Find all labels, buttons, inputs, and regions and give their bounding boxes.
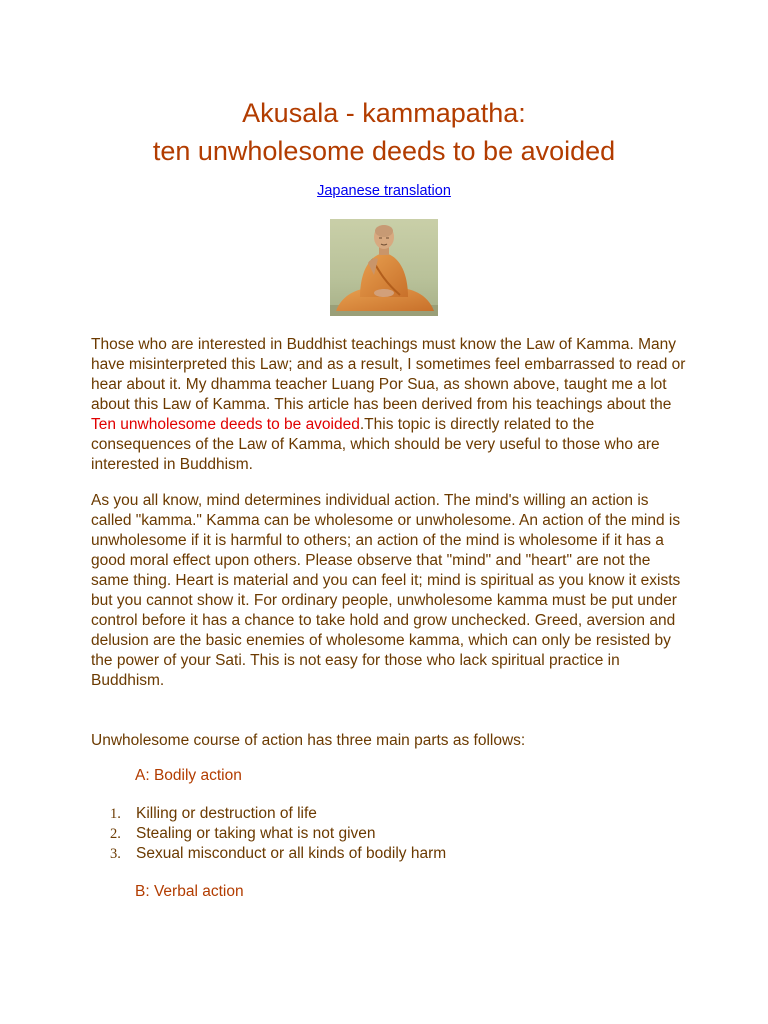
list-item bbox=[110, 844, 446, 864]
intro-paragraph bbox=[91, 335, 691, 475]
list-item-text: Sexual misconduct or all kinds of bodily harm bbox=[136, 845, 447, 862]
mind-paragraph: As you all know, mind determines individual action. The mind's willing an action is called "kamma." Kamma can be wholesome or unwholesome. An action of the mind is unwholesome if it is harmful to others; an action of the mind is wholesome if it has a good moral effect upon others. Please observe that "mind" and "heart" are not the same thing. Heart is material and you can feel it; mind is spiritual as you know it exists but you cannot show it. For ordinary people, unwholesome kamma must be put under control before it has a chance to take hold and grow unchecked. Greed, aversion and delusion are the basic enemies of wholesome kamma, which can only be resisted by the power of your Sati. This is not easy for those who lack spiritual practice in Buddhism. bbox=[91, 492, 681, 689]
title-line-1: Akusala - kammapatha: bbox=[242, 98, 526, 128]
title-line-2: ten unwholesome deeds to be avoided bbox=[152, 136, 616, 166]
list-item-text: Killing or destruction of life bbox=[136, 805, 317, 822]
translation-link-container bbox=[0, 183, 768, 199]
list-item bbox=[110, 824, 446, 844]
list-item-number: 3. bbox=[110, 846, 121, 862]
list-item-number: 2. bbox=[110, 826, 121, 842]
intro-text-before: Those who are interested in Buddhist teachings must know the Law of Kamma. Many have misinterpreted this Law; and as a result, I sometimes feel embarrassed to read or hear about it. My dhamma teacher Luang Por Sua, as shown above, taught me a lot about this Law of Kamma. This article has been derived from his teachings about the bbox=[91, 336, 686, 413]
list-item bbox=[110, 804, 446, 824]
section-heading-bodily: A: Bodily action bbox=[135, 767, 242, 784]
japanese-translation-link[interactable]: Japanese translation bbox=[317, 183, 451, 199]
list-item-text: Stealing or taking what is not given bbox=[136, 825, 376, 842]
list-item-number: 1. bbox=[110, 806, 121, 822]
teacher-portrait bbox=[330, 219, 438, 316]
parts-paragraph: Unwholesome course of action has three main parts as follows: bbox=[91, 732, 526, 749]
meditating-monk-image bbox=[330, 219, 438, 316]
page-title bbox=[0, 94, 768, 170]
section-heading-verbal: B: Verbal action bbox=[135, 883, 244, 900]
intro-text-after: .This topic is directly related to the consequences of the Law of Kamma, which should be very useful to those who are interested in Buddhism. bbox=[91, 416, 660, 473]
intro-highlight: Ten unwholesome deeds to be avoided bbox=[91, 416, 360, 433]
bodily-action-list bbox=[110, 804, 446, 864]
